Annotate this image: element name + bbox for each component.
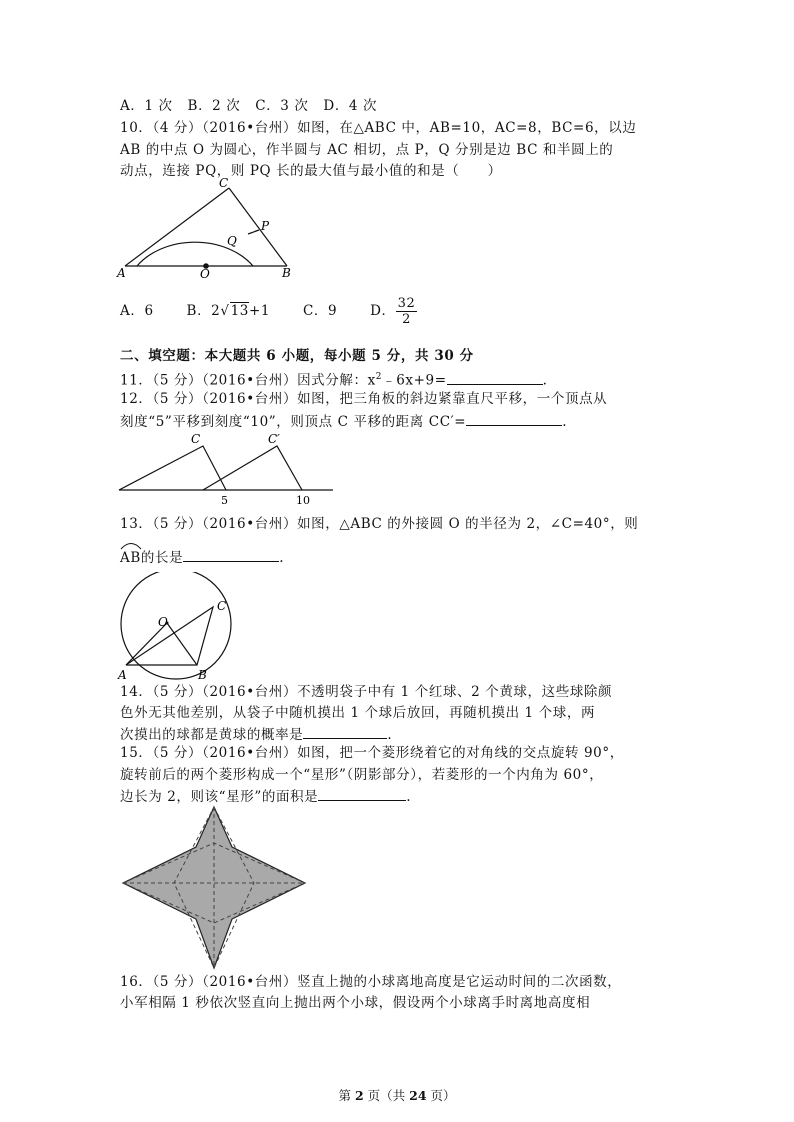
q10-label-p: P xyxy=(261,219,270,233)
section-2-title: 二、填空题：本大题共 6 小题，每小题 5 分，共 30 分 xyxy=(120,348,474,364)
q11-superscript: 2 xyxy=(375,372,383,382)
q10-label-a: A xyxy=(117,266,126,280)
q9-option-b: B．2 次 xyxy=(187,98,241,114)
q13-triangle xyxy=(126,607,213,665)
q10-option-a: A．6 xyxy=(120,303,154,319)
q13-radius-ob xyxy=(167,623,197,665)
q13-arc-text: AB xyxy=(120,550,141,566)
q10-line-1: 10．（4 分）（2016•台州）如图，在△ABC 中，AB=10，AC=8，BC=6，以边 xyxy=(120,120,637,136)
q14-line-2: 色外无其他差别，从袋子中随机摸出 1 个球后放回，再随机摸出 1 个球，两 xyxy=(120,705,596,721)
q13-radius-oa xyxy=(126,623,167,665)
q16-line-1: 16．（5 分）（2016•台州）竖直上抛的小球离地高度是它运动时间的二次函数， xyxy=(120,974,622,990)
q14-line-3 xyxy=(120,724,392,745)
q13-circumcircle xyxy=(121,572,231,679)
q15-answer-blank xyxy=(318,786,406,801)
q13-text: 的长是 xyxy=(140,550,184,566)
q10-label-c: C xyxy=(219,176,229,190)
q10-option-b-suffix: +1 xyxy=(248,303,271,319)
q10-option-c: C．9 xyxy=(302,303,338,319)
q13-label-c: C xyxy=(217,599,227,613)
q12-end: . xyxy=(562,414,568,430)
q10-label-q: Q xyxy=(227,234,237,248)
q13-arc-label xyxy=(120,548,141,568)
q13-end: . xyxy=(279,550,285,566)
q10-side-ac xyxy=(125,188,229,266)
q12-label-c: C xyxy=(191,432,201,446)
q10-line-2: AB 的中点 O 为圆心，作半圆与 AC 相切，点 P，Q 分别是边 BC 和半圆上的 xyxy=(120,142,614,158)
q10-options xyxy=(120,296,417,327)
q10-side-bc xyxy=(229,188,287,266)
q12-triangle-original xyxy=(119,446,226,490)
footer-suffix: 页） xyxy=(426,1088,456,1103)
page-footer xyxy=(0,1086,794,1104)
footer-prefix: 第 xyxy=(338,1088,355,1103)
sqrt-symbol-icon: √ xyxy=(220,303,230,319)
q13-figure xyxy=(115,572,240,682)
q11-text-a: 11．（5 分）（2016•台州）因式分解：x xyxy=(120,372,376,389)
q12-line-1: 12．（5 分）（2016•台州）如图，把三角板的斜边紧靠直尺平移，一个顶点从 xyxy=(120,391,608,407)
q12-tick-5: 5 xyxy=(221,494,228,507)
q10-option-d-prefix: D． xyxy=(370,303,396,319)
q13-line-2 xyxy=(120,547,284,568)
q15-end: . xyxy=(406,789,412,805)
q15-line-1: 15．（5 分）（2016•台州）如图，把一个菱形绕着它的对角线的交点旋转 90°， xyxy=(120,745,624,761)
q10-figure xyxy=(115,176,305,280)
q11-line xyxy=(120,367,548,391)
q16-line-2: 小军相隔 1 秒依次竖直向上抛出两个小球，假设两个小球离手时离地高度相 xyxy=(120,995,591,1011)
q12-figure xyxy=(115,430,337,510)
q13-line-1: 13．（5 分）（2016•台州）如图，△ABC 的外接圆 O 的半径为 2，∠C=40°，则 xyxy=(120,516,639,532)
q15-line-2: 旋转前后的两个菱形构成一个“星形”（阴影部分），若菱形的一个内角为 60°， xyxy=(120,767,604,783)
q13-label-o: O xyxy=(158,615,168,629)
q13-label-a: A xyxy=(118,668,127,682)
q12-text: 刻度“5”平移到刻度“10”，则顶点 C 平移的距离 CC′= xyxy=(120,414,467,430)
q12-triangle-moved xyxy=(203,446,302,490)
q12-answer-blank xyxy=(466,411,562,426)
q9-option-a: A．1 次 xyxy=(120,98,173,114)
q12-tick-10: 10 xyxy=(296,494,310,507)
q10-label-b: B xyxy=(282,266,291,280)
q10-option-d-numerator: 32 xyxy=(397,296,416,311)
q10-line-3: 动点，连接 PQ，则 PQ 长的最大值与最小值的和是（ ） xyxy=(120,163,502,179)
footer-page-number: 2 xyxy=(354,1088,364,1103)
q14-answer-blank xyxy=(303,724,387,739)
q15-text: 边长为 2，则该“星形”的面积是 xyxy=(120,789,319,805)
q10-option-b-radicand: 13 xyxy=(230,303,249,319)
q10-option-b xyxy=(187,301,271,321)
q11-answer-blank xyxy=(447,370,543,385)
q9-option-d: D．4 次 xyxy=(323,98,378,114)
q14-text: 次摸出的球都是黄球的概率是 xyxy=(120,727,304,743)
q15-star-figure xyxy=(118,802,310,972)
q11-end: . xyxy=(542,372,548,389)
q12-label-c-prime: C′ xyxy=(268,432,280,446)
q9-options xyxy=(120,96,377,116)
q13-answer-blank xyxy=(183,547,279,562)
q14-line-1: 14．（5 分）（2016•台州）不透明袋子中有 1 个红球、2 个黄球，这些球除颜 xyxy=(120,684,613,700)
q10-option-d-denominator: 2 xyxy=(402,312,411,327)
q9-option-c: C．3 次 xyxy=(255,98,309,114)
arc-mark-icon xyxy=(120,540,142,550)
q10-option-d xyxy=(370,296,417,327)
q13-label-b: B xyxy=(198,668,207,682)
q11-text-b: ﹣6x+9= xyxy=(382,372,447,389)
footer-mid: 页（共 xyxy=(363,1088,410,1103)
q10-option-d-fraction xyxy=(396,296,418,327)
q10-segment-pq xyxy=(248,230,259,234)
q12-line-2 xyxy=(120,411,567,432)
q14-end: . xyxy=(387,727,393,743)
q10-label-o: O xyxy=(200,267,210,280)
q10-option-b-prefix: B．2 xyxy=(186,303,221,319)
footer-total-pages: 24 xyxy=(409,1088,427,1103)
